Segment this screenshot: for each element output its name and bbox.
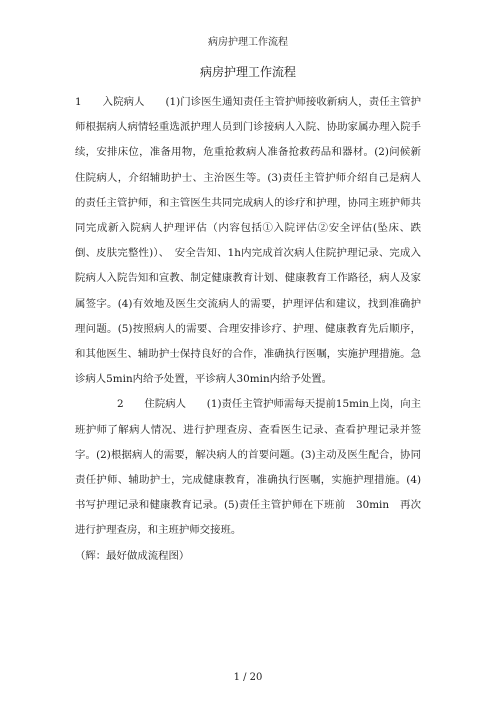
running-header-title: 病房护理工作流程 <box>208 37 288 48</box>
page-header <box>0 0 496 56</box>
document-body <box>75 90 421 569</box>
paragraph-inpatient: 2 住院病人 (1)责任主管护师需每天提前15min上岗，向主班护师了解病人情况、进行护理查房、查看医生记录、查看护理记录并签字。(2)根据病人的需要，解决病人的首要问题。(3)主动及医生配合，协同责任护师、辅助护士，完成健康教育，准确执行医嘱，实施护理措施。(4)书写护理记录和健康教育记录。(5)责任主管护师在下班前 30min 再次进行护理查房，和主班护师交接班。 <box>75 398 421 537</box>
flowchart-note: （辉：最好做成流程图） <box>75 549 190 562</box>
paragraph-admission: 1 入院病人 (1)门诊医生通知责任主管护师接收新病人，责任主管护师根据病人病情轻重选派护理人员到门诊接病人入院、协助家属办理入院手续，安排床位，准备用物，危重抢救病人准备抢救药品和器材。(2)问候新住院病人，介绍辅助护士、主治医生等。(3)责任主管护师介绍自己是病人的责任主管护师，和主管医生共同完成病人的诊疗和护理，协同主班护师共同完成新入院病人护理评估（内容包括①入院评估②安全评估(坠床、跌倒、皮肤完整性)）、 安全告知、1h内完成首次病人住院护理记录、完成入院病人入院告知和宣教、制定健康教育计划、健康教育工作路径，病人及家属签字。(4)有效地及医生交流病人的需要，护理评估和建议，找到准确护理问题。(5)按照病人的需要、合理安排诊疗、护理、健康教育先后顺序，和其他医生、辅助护士保持良好的合作，准确执行医嘱，实施护理措施。急诊病人5min内给予处置，平诊病人30min内给予处置。 <box>75 96 421 386</box>
page-number: 1 / 20 <box>233 672 263 683</box>
document-title: 病房护理工作流程 <box>199 65 296 79</box>
